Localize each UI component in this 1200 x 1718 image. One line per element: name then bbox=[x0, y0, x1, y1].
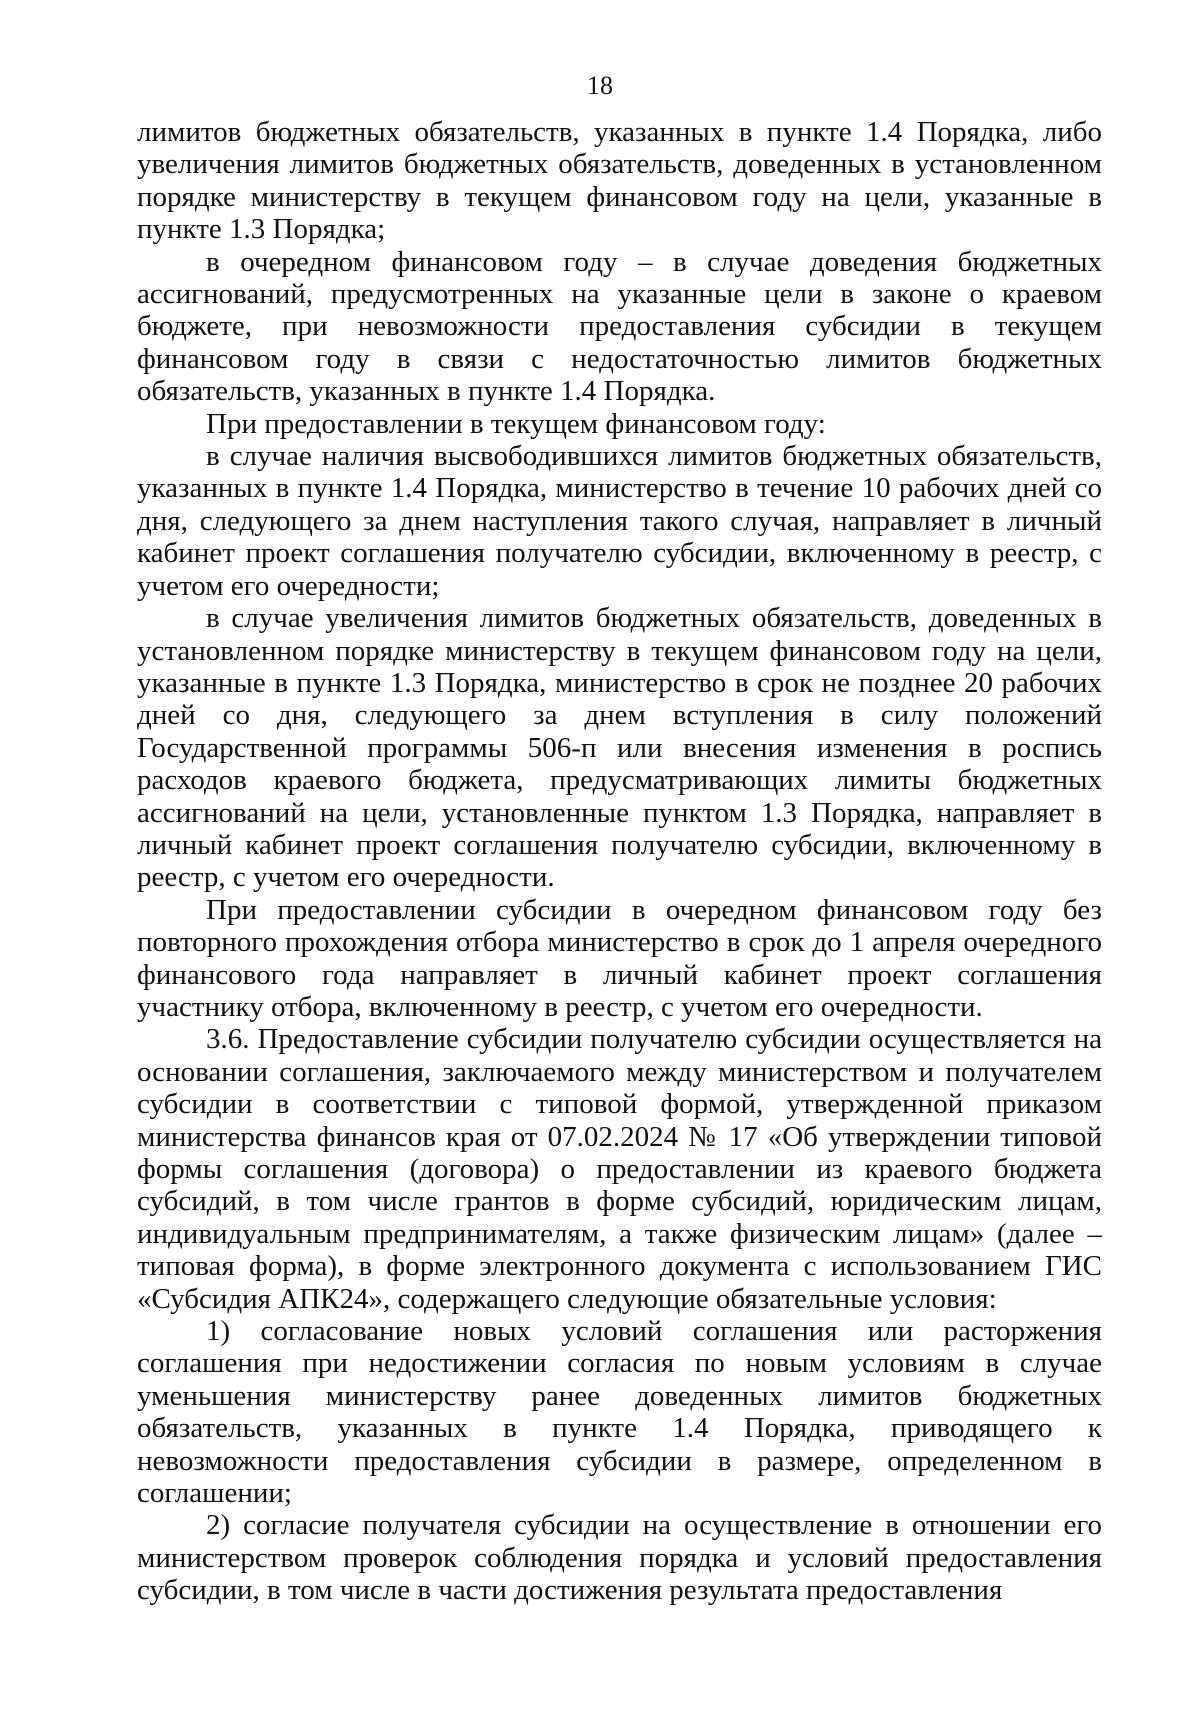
paragraph-1: лимитов бюджетных обязательств, указанных в пункте 1.4 Порядка, либо увеличения лимитов бюджетных обязательств, доведенных в установленном порядке министерству в текущем финансовом году на цели, указанные в пункте 1.3 Порядка; bbox=[137, 116, 1102, 246]
paragraph-5: в случае увеличения лимитов бюджетных обязательств, доведенных в установленном порядке министерству в текущем финансовом году на цели, указанные в пункте 1.3 Порядка, министерство в срок не позднее 20 рабочих дней со дня, следующего за днем вступления в силу положений Государственной программы 506-п или внесения изменения в роспись расходов краевого бюджета, предусматривающих лимиты бюджетных ассигнований на цели, установленные пунктом 1.3 Порядка, направляет в личный кабинет проект соглашения получателю субсидии, включенному в реестр, с учетом его очередности. bbox=[137, 602, 1102, 894]
paragraph-7: 3.6. Предоставление субсидии получателю субсидии осуществляется на основании соглашения, заключаемого между министерством и получателем субсидии в соответствии с типовой формой, утвержденной приказом министерства финансов края от 07.02.2024 № 17 «Об утверждении типовой формы соглашения (договора) о предоставлении из краевого бюджета субсидий, в том числе грантов в форме субсидий, юридическим лицам, индивидуальным предпринимателям, а также физическим лицам» (далее – типовая форма), в форме электронного документа с использованием ГИС «Субсидия АПК24», содержащего следующие обязательные условия: bbox=[137, 1023, 1102, 1315]
document-body bbox=[137, 116, 1102, 1607]
paragraph-9: 2) согласие получателя субсидии на осуществление в отношении его министерством проверок соблюдения порядка и условий предоставления субсидии, в том числе в части достижения результата предоставления bbox=[137, 1509, 1102, 1607]
page-number: 18 bbox=[587, 71, 613, 100]
paragraph-4: в случае наличия высвободившихся лимитов бюджетных обязательств, указанных в пункте 1.4 Порядка, министерство в течение 10 рабочих дней со дня, следующего за днем наступления такого случая, направляет в личный кабинет проект соглашения получателю субсидии, включенному в реестр, с учетом его очередности; bbox=[137, 440, 1102, 602]
paragraph-2: в очередном финансовом году – в случае доведения бюджетных ассигнований, предусмотренных на указанные цели в законе о краевом бюджете, при невозможности предоставления субсидии в текущем финансовом году в связи с недостаточностью лимитов бюджетных обязательств, указанных в пункте 1.4 Порядка. bbox=[137, 245, 1102, 408]
paragraph-8: 1) согласование новых условий соглашения или расторжения соглашения при недостижении согласия по новым условиям в случае уменьшения министерству ранее доведенных лимитов бюджетных обязательств, указанных в пункте 1.4 Порядка, приводящего к невозможности предоставления субсидии в размере, определенном в соглашении; bbox=[137, 1315, 1102, 1510]
paragraph-3: При предоставлении в текущем финансовом году: bbox=[206, 407, 826, 440]
paragraph-6: При предоставлении субсидии в очередном финансовом году без повторного прохождения отбора министерство в срок до 1 апреля очередного финансового года направляет в личный кабинет проект соглашения участнику отбора, включенному в реестр, с учетом его очередности. bbox=[137, 893, 1102, 1023]
